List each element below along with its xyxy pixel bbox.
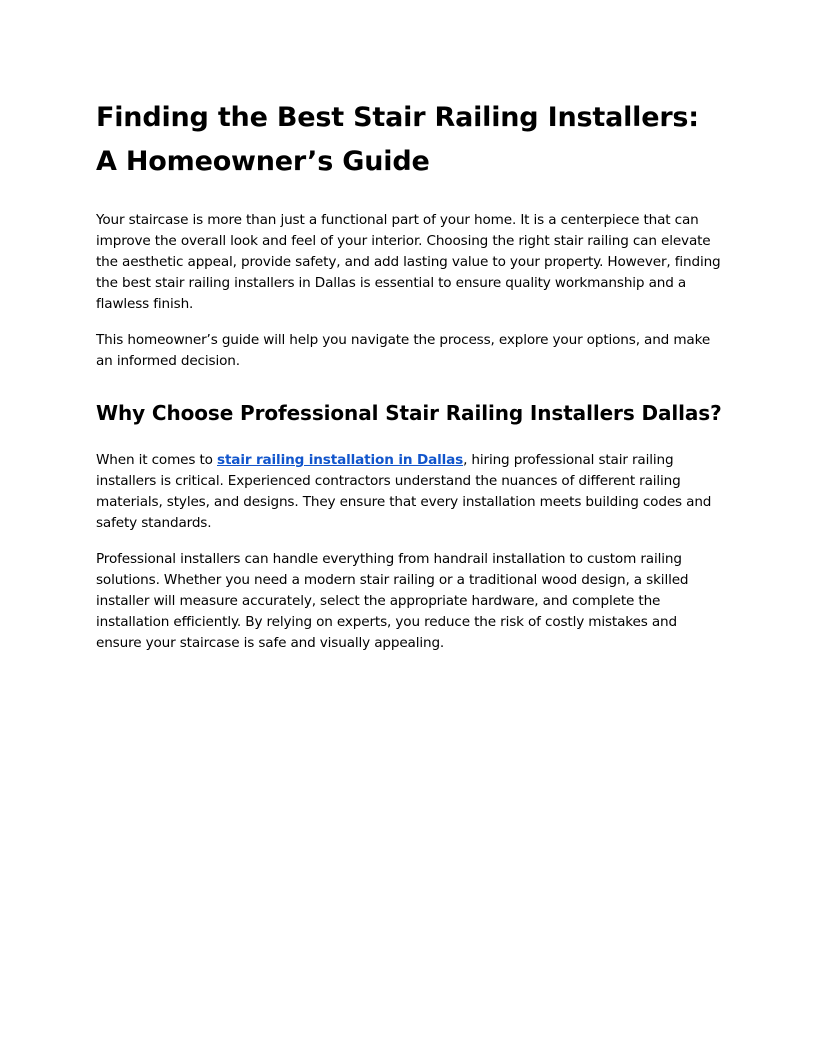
stair-railing-installation-link[interactable]: stair railing installation in Dallas — [217, 452, 464, 468]
section-paragraph-1-lead: When it comes to — [96, 452, 218, 468]
document-page — [96, 96, 724, 669]
section-heading: Why Choose Professional Stair Railing Installers Dallas? — [96, 401, 722, 425]
section-paragraph-1-rest: , hiring professional stair railing installers is critical. Experienced contractors understand the nuances of different railing materials, styles, and designs. They ensure that every installation meets building codes and safety standards. — [96, 452, 712, 531]
section-paragraph-1 — [96, 450, 724, 534]
intro-paragraph-2: This homeowner’s guide will help you navigate the process, explore your options, and make an informed decision. — [96, 332, 711, 369]
section-paragraph-2: Professional installers can handle everything from handrail installation to custom railing solutions. Whether you need a modern stair railing or a traditional wood design, a skilled installer will measure accurately, select the appropriate hardware, and complete the installation efficiently. By relying on experts, you reduce the risk of costly mistakes and ensure your staircase is safe and visually appealing. — [96, 551, 689, 651]
document-title: Finding the Best Stair Railing Installers: A Homeowner’s Guide — [96, 102, 699, 177]
intro-paragraph-1: Your staircase is more than just a functional part of your home. It is a centerpiece that can improve the overall look and feel of your interior. Choosing the right stair railing can elevate the aesthetic appeal, provide safety, and add lasting value to your property. However, finding the best stair railing installers in Dallas is essential to ensure quality workmanship and a flawless finish. — [96, 212, 721, 312]
